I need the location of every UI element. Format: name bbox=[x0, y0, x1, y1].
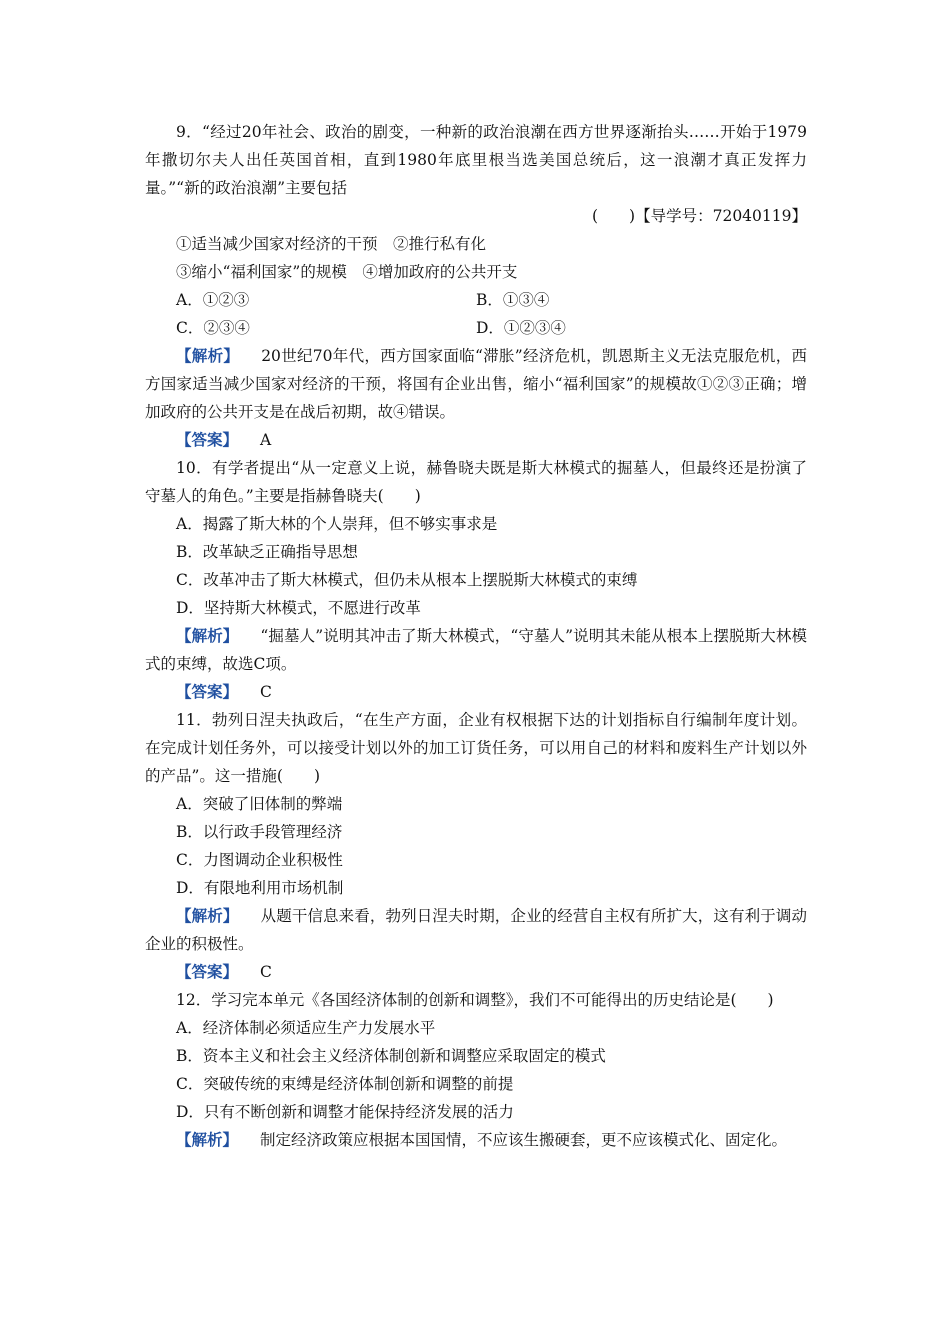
answer-tag: 【答案】 bbox=[176, 430, 239, 449]
question-12 bbox=[145, 986, 807, 1154]
analysis-text: 20世纪70年代，西方国家面临“滞胀”经济危机，凯恩斯主义无法克服危机，西方国家适当减少国家对经济的干预，将国有企业出售，缩小“福利国家”的规模故①②③正确；增加政府的公共开支是在战后初期，故④错误。 bbox=[145, 347, 807, 421]
item-list: ①适当减少国家对经济的干预 ②推行私有化 bbox=[176, 235, 487, 253]
answer-text: C bbox=[260, 963, 272, 981]
option-c: C．②③④ bbox=[176, 319, 250, 337]
question-ref: ( )【导学号：72040119】 bbox=[592, 207, 807, 225]
option-d: D．有限地利用市场机制 bbox=[176, 879, 344, 897]
question-stem: 11．勃列日涅夫执政后，“在生产方面，企业有权根据下达的计划指标自行编制年度计划。在完成计划任务外，可以接受计划以外的加工订货任务，可以用自己的材料和废料生产计划以外的产品”。这一措施( ) bbox=[145, 711, 807, 785]
answer bbox=[145, 426, 807, 454]
analysis-text: 从题干信息来看，勃列日涅夫时期，企业的经营自主权有所扩大，这有利于调动企业的积极性。 bbox=[145, 907, 807, 953]
question-stem: 10．有学者提出“从一定意义上说，赫鲁晓夫既是斯大林模式的掘墓人，但最终还是扮演了守墓人的角色。”主要是指赫鲁晓夫( ) bbox=[145, 459, 807, 505]
option-a: A．①②③ bbox=[176, 291, 250, 309]
question-11 bbox=[145, 706, 807, 986]
option-d: D．①②③④ bbox=[476, 319, 566, 337]
answer-tag: 【答案】 bbox=[176, 682, 239, 701]
question-9 bbox=[145, 118, 807, 454]
option-a: A．经济体制必须适应生产力发展水平 bbox=[176, 1019, 436, 1037]
analysis bbox=[145, 342, 807, 426]
option-d: D．坚持斯大林模式，不愿进行改革 bbox=[176, 599, 421, 617]
option-a: A．揭露了斯大林的个人崇拜，但不够实事求是 bbox=[176, 515, 498, 533]
answer-text: A bbox=[260, 431, 272, 449]
option-d: D．只有不断创新和调整才能保持经济发展的活力 bbox=[176, 1103, 514, 1121]
question-stem: 9．“经过20年社会、政治的剧变，一种新的政治浪潮在西方世界逐渐抬头……开始于1979年撒切尔夫人出任英国首相，直到1980年底里根当选美国总统后，这一浪潮才真正发挥力量。”“新的政治浪潮”主要包括 bbox=[145, 123, 807, 197]
option-c: C．突破传统的束缚是经济体制创新和调整的前提 bbox=[176, 1075, 514, 1093]
option-b: B．改革缺乏正确指导思想 bbox=[176, 543, 358, 561]
answer-tag: 【答案】 bbox=[176, 962, 239, 981]
analysis-tag: 【解析】 bbox=[176, 346, 240, 365]
option-row bbox=[145, 286, 807, 314]
answer bbox=[145, 958, 807, 986]
option-c: C．力图调动企业积极性 bbox=[176, 851, 343, 869]
analysis-tag: 【解析】 bbox=[176, 1130, 239, 1149]
document-page bbox=[145, 118, 807, 1154]
analysis bbox=[145, 622, 807, 678]
option-b: B．资本主义和社会主义经济体制创新和调整应采取固定的模式 bbox=[176, 1047, 606, 1065]
answer-text: C bbox=[260, 683, 272, 701]
analysis-text: “掘墓人”说明其冲击了斯大林模式，“守墓人”说明其未能从根本上摆脱斯大林模式的束缚，故选C项。 bbox=[145, 627, 807, 673]
analysis bbox=[145, 902, 807, 958]
answer bbox=[145, 678, 807, 706]
item-list: ③缩小“福利国家”的规模 ④增加政府的公共开支 bbox=[176, 263, 518, 281]
option-b: B．①③④ bbox=[476, 291, 550, 309]
option-b: B．以行政手段管理经济 bbox=[176, 823, 343, 841]
option-row bbox=[145, 314, 807, 342]
analysis bbox=[145, 1126, 807, 1154]
option-c: C．改革冲击了斯大林模式，但仍未从根本上摆脱斯大林模式的束缚 bbox=[176, 571, 638, 589]
analysis-text: 制定经济政策应根据本国国情，不应该生搬硬套，更不应该模式化、固定化。 bbox=[260, 1131, 788, 1149]
option-a: A．突破了旧体制的弊端 bbox=[176, 795, 343, 813]
question-10 bbox=[145, 454, 807, 706]
question-stem: 12．学习完本单元《各国经济体制的创新和调整》，我们不可能得出的历史结论是( ) bbox=[176, 991, 774, 1009]
analysis-tag: 【解析】 bbox=[176, 906, 239, 925]
analysis-tag: 【解析】 bbox=[176, 626, 239, 645]
